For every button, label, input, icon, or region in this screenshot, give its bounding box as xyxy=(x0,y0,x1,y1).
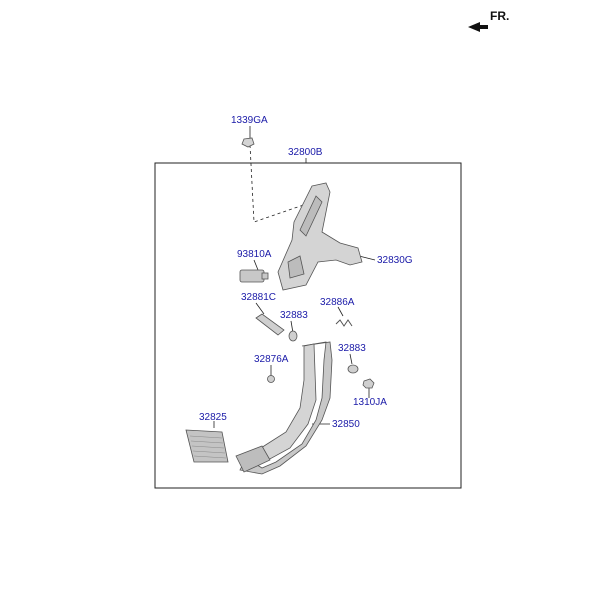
pedal-pad-32825 xyxy=(186,430,228,462)
part-label-32825[interactable]: 32825 xyxy=(199,412,227,423)
bolt-1339ga xyxy=(242,138,254,147)
front-arrow-icon xyxy=(468,22,488,32)
part-label-32850[interactable]: 32850 xyxy=(332,419,360,430)
part-label-32886a[interactable]: 32886A xyxy=(320,297,355,308)
part-label-32830g[interactable]: 32830G xyxy=(377,255,413,266)
nut-32876a xyxy=(268,376,275,383)
stop-lamp-switch-93810a xyxy=(240,270,268,282)
part-label-32883-top[interactable]: 32883 xyxy=(280,310,308,321)
part-label-32876a[interactable]: 32876A xyxy=(254,354,289,365)
part-label-32800b[interactable]: 32800B xyxy=(288,147,323,158)
part-label-93810a[interactable]: 93810A xyxy=(237,249,272,260)
spring-32886a xyxy=(336,320,352,326)
part-label-32881c[interactable]: 32881C xyxy=(241,292,277,303)
bushing-32883-right xyxy=(348,365,358,373)
pedal-bracket-32830g xyxy=(278,183,362,290)
part-label-1339ga[interactable]: 1339GA xyxy=(231,115,268,126)
part-label-32883-right[interactable]: 32883 xyxy=(338,343,366,354)
orientation-label: FR. xyxy=(490,9,510,23)
bushing-32883-top xyxy=(289,331,297,341)
part-label-1310ja[interactable]: 1310JA xyxy=(353,397,387,408)
nut-1310ja xyxy=(363,379,374,388)
